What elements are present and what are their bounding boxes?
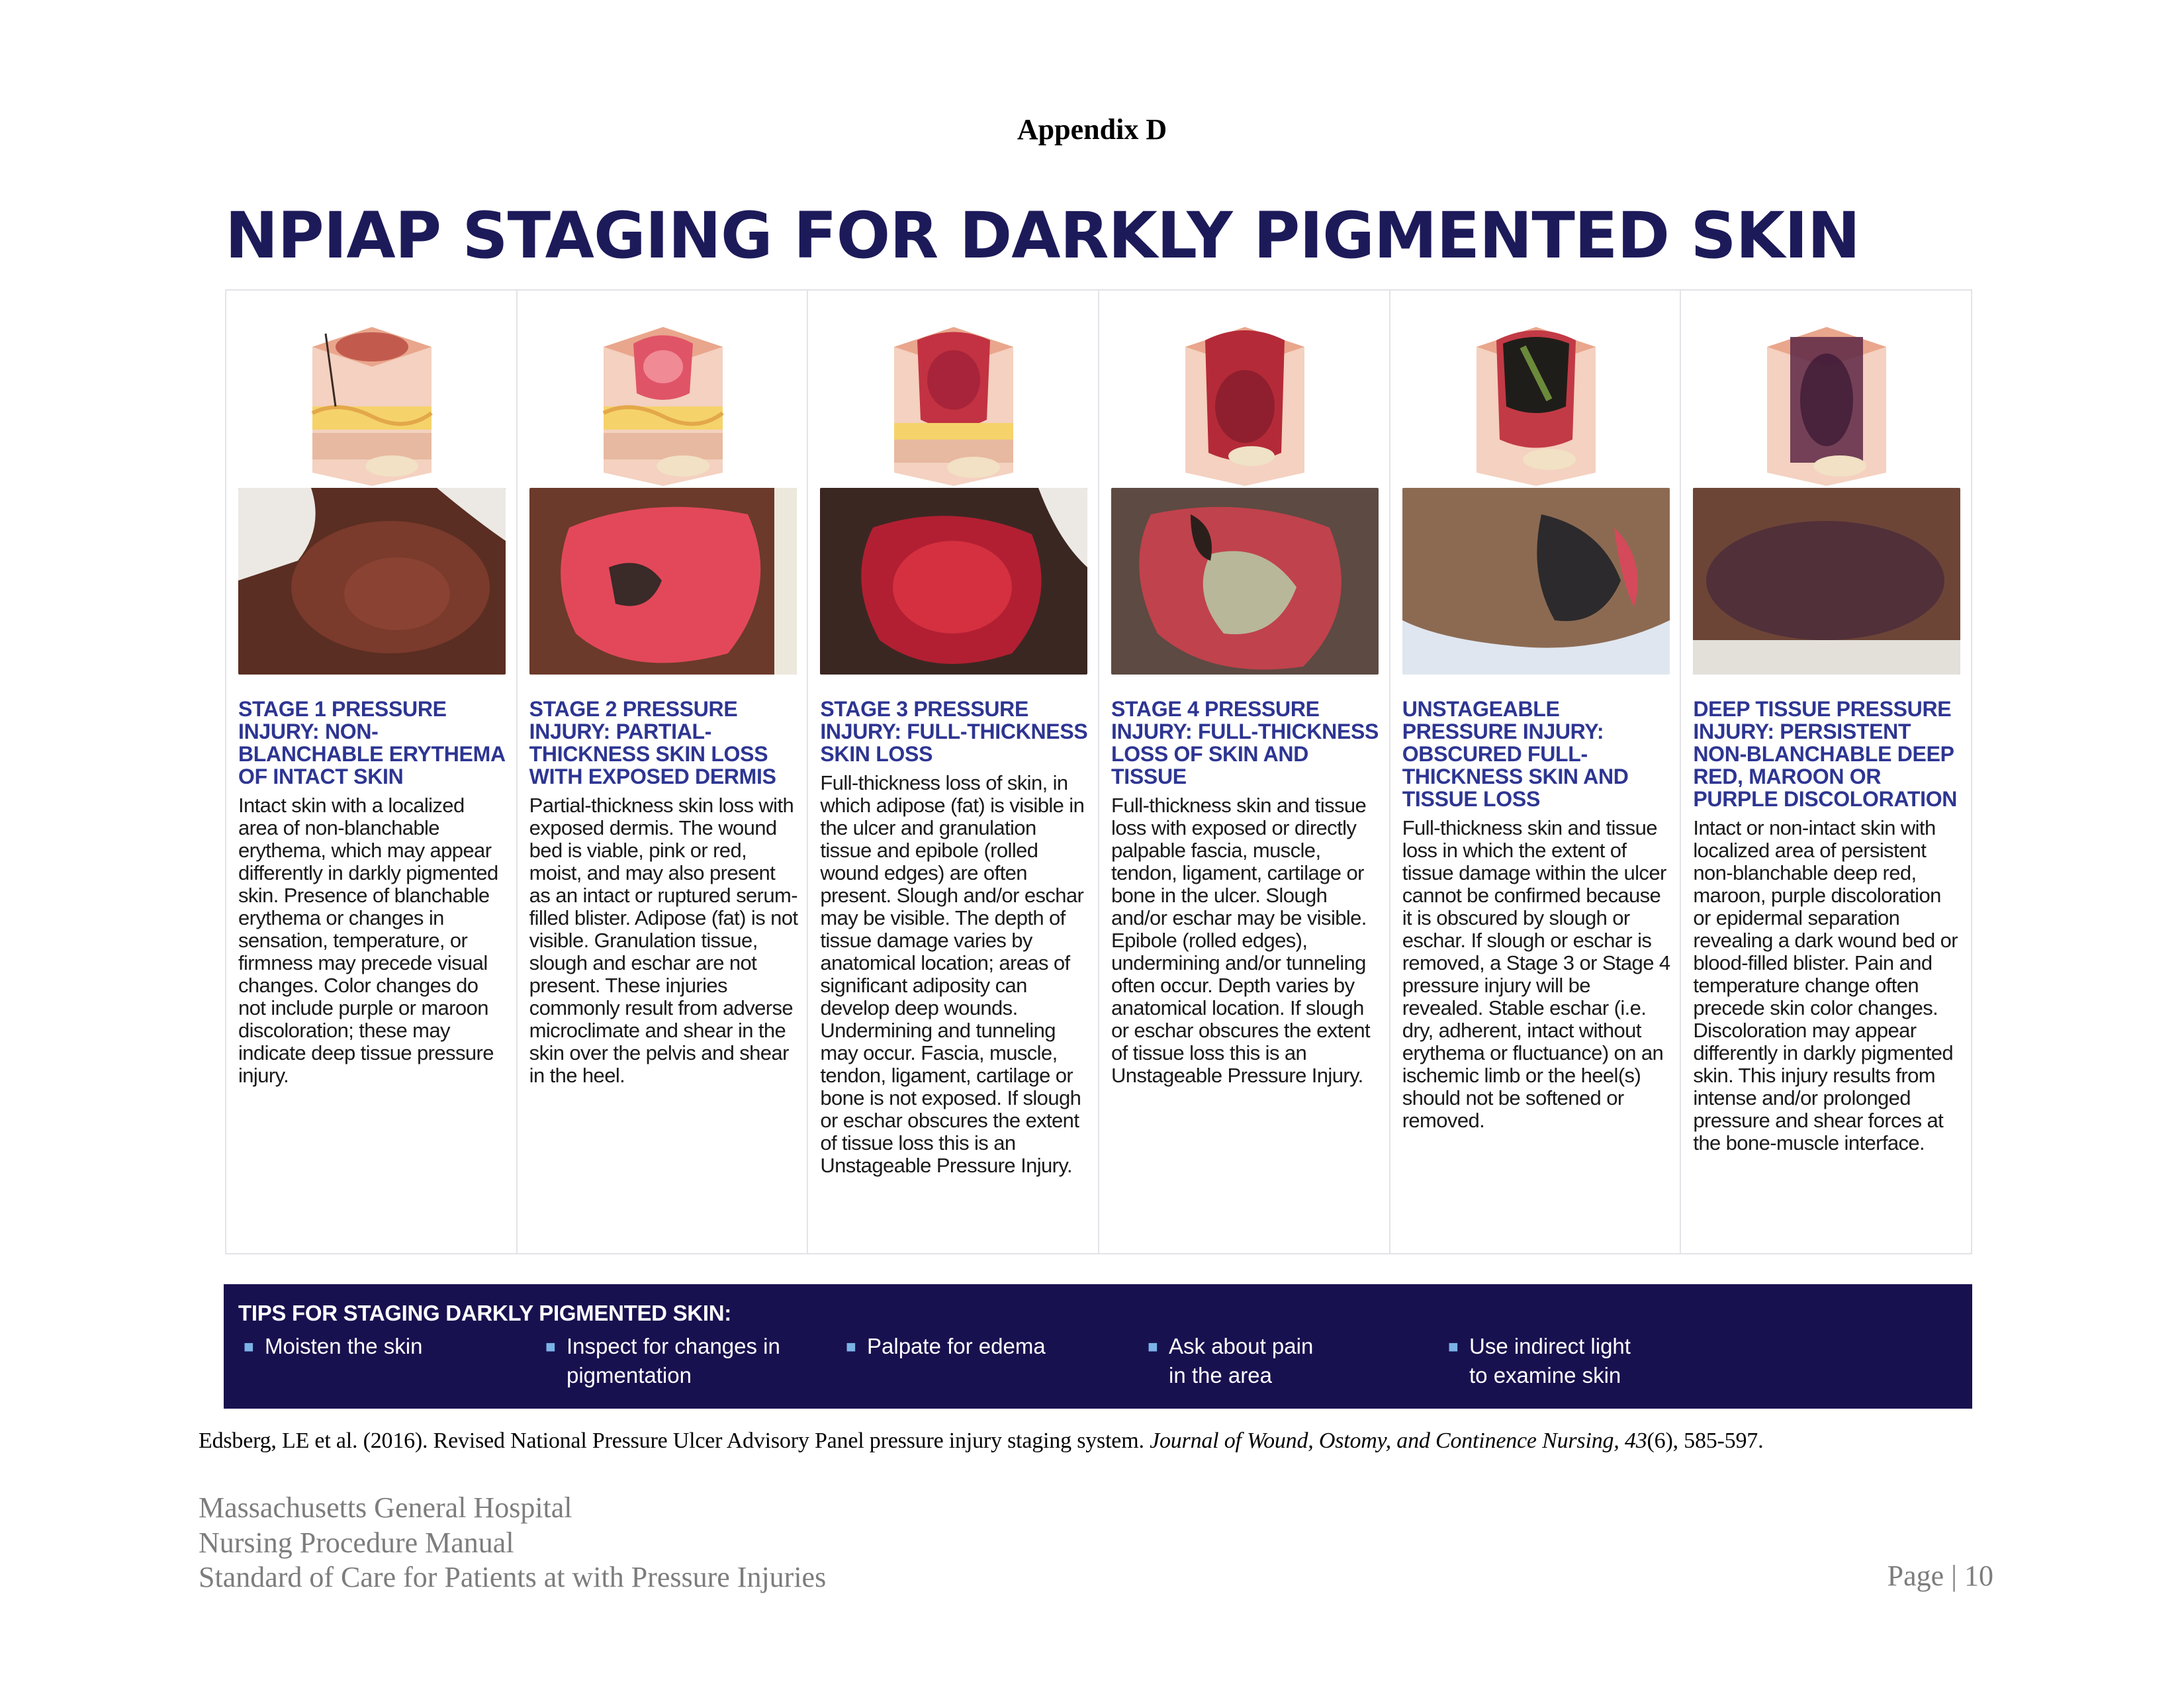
stage-column-6 <box>1681 291 1971 1253</box>
appendix-heading: Appendix D <box>1017 113 1167 146</box>
deep-tissue-illustration <box>1741 307 1913 486</box>
stage-column-1 <box>226 291 518 1253</box>
poster-title: NPIAP STAGING FOR DARKLY PIGMENTED SKIN <box>225 199 1860 273</box>
tip-line-1: Palpate for edema <box>867 1334 1046 1358</box>
citation-text: Edsberg, LE et al. (2016). Revised National Pressure Ulcer Advisory Panel pressure injury staging system. <box>199 1429 1150 1453</box>
stage-3-description: Full-thickness loss of skin, in which adipose (fat) is visible in the ulcer and granulation tissue and epibole (rolled wound edges) are often present. Slough and/or eschar may be visible. The depth of tissue damage varies by anatomical location; areas of significant adiposity can develop deep wounds. Undermining and tunneling may occur. Fascia, muscle, tendon, ligament, cartilage or bone is not exposed. If slough or eschar obscures the extent of tissue loss this is an Unstageable Pressure Injury. <box>820 771 1085 1177</box>
tip-line-2: pigmentation <box>567 1363 692 1387</box>
deep-tissue-description: Intact or non-intact skin with localized area of persistent non-blanchable deep red, maroon, purple discoloration or epidermal separation revealing a dark wound bed or blood-filled blister. Pain and temperature change often precede skin color changes. Discoloration may appear differently in darkly pigmented skin. This injury results from intense and/or prolonged pressure and shear forces at the bone-muscle interface. <box>1693 816 1958 1154</box>
tip-item <box>238 1332 536 1361</box>
stage-4-photo <box>1111 488 1379 675</box>
stage-1-illustration <box>286 307 458 486</box>
bullet-icon: ■ <box>1148 1336 1158 1356</box>
stage-column-2 <box>518 291 809 1253</box>
stage-4-illustration <box>1159 307 1331 486</box>
unstageable-title: UNSTAGEABLE PRESSURE INJURY: OBSCURED FULL-THICKNESS SKIN AND TISSUE LOSS <box>1402 697 1629 811</box>
tip-item <box>1443 1332 1741 1390</box>
stage-column-5 <box>1390 291 1682 1253</box>
stage-4-text <box>1111 698 1381 1087</box>
stage-1-photo <box>238 488 506 675</box>
stage-3-title: STAGE 3 PRESSURE INJURY: FULL-THICKNESS SKIN LOSS <box>820 697 1088 766</box>
tip-item <box>540 1332 838 1390</box>
citation-issue-pages: (6), 585-597. <box>1647 1429 1764 1453</box>
stage-column-3 <box>808 291 1099 1253</box>
stage-3-illustration <box>868 307 1040 486</box>
tip-line-1: Use indirect light <box>1469 1334 1631 1358</box>
stage-1-text <box>238 698 508 1087</box>
tip-line-2: to examine skin <box>1469 1363 1621 1387</box>
bullet-icon: ■ <box>545 1336 556 1356</box>
stage-column-4 <box>1099 291 1390 1253</box>
stage-4-description: Full-thickness skin and tissue loss with exposed or directly palpable fascia, muscle, tendon, ligament, cartilage or bone in the ulcer. Slough and/or eschar may be visible. Epibole (rolled edges), undermining and/or tunneling often occur. Depth varies by anatomical location. If slough or eschar obscures the extent of tissue loss this is an Unstageable Pressure Injury. <box>1111 794 1371 1087</box>
stage-1-description: Intact skin with a localized area of non-blanchable erythema, which may appear differently in darkly pigmented skin. Presence of blanchable erythema or changes in sensation, temperature, or firmness may precede visual changes. Color changes do not include purple or maroon discoloration; these may indicate deep tissue pressure injury. <box>238 794 498 1087</box>
citation <box>199 1429 1763 1454</box>
stage-2-illustration <box>577 307 749 486</box>
deep-tissue-text <box>1693 698 1963 1154</box>
page-number: Page | 10 <box>1887 1560 1993 1592</box>
unstageable-description: Full-thickness skin and tissue loss in which the extent of tissue damage within the ulcer cannot be confirmed because it is obscured by slough or eschar. If slough or eschar is removed, a Stage 3 or Stage 4 pressure injury will be revealed. Stable eschar (i.e. dry, adherent, intact without erythema or fluctuance) on an ischemic limb or the heel(s) should not be softened or removed. <box>1402 816 1670 1132</box>
tip-item <box>1142 1332 1440 1390</box>
bullet-icon: ■ <box>846 1336 856 1356</box>
unstageable-illustration <box>1450 307 1622 486</box>
staging-grid <box>225 289 1972 1254</box>
footer-document-title: Standard of Care for Patients at with Pressure Injuries <box>199 1561 827 1593</box>
unstageable-text <box>1402 698 1672 1132</box>
stage-1-title: STAGE 1 PRESSURE INJURY: NON-BLANCHABLE ERYTHEMA OF INTACT SKIN <box>238 697 505 788</box>
footer-institution: Massachusetts General Hospital <box>199 1491 572 1524</box>
tip-item <box>841 1332 1138 1361</box>
stage-2-description: Partial-thickness skin loss with exposed dermis. The wound bed is viable, pink or red, moist, and may also present as an intact or ruptured serum-filled blister. Adipose (fat) is not visible. Granulation tissue, slough and eschar are not present. These injuries commonly result from adverse microclimate and shear in the skin over the pelvis and shear in the heel. <box>529 794 798 1087</box>
stage-2-title: STAGE 2 PRESSURE INJURY: PARTIAL-THICKNESS SKIN LOSS WITH EXPOSED DERMIS <box>529 697 776 788</box>
unstageable-photo <box>1402 488 1670 675</box>
deep-tissue-photo <box>1693 488 1960 675</box>
stage-2-text <box>529 698 799 1087</box>
bullet-icon: ■ <box>1448 1336 1459 1356</box>
citation-journal: Journal of Wound, Ostomy, and Continence Nursing, 43 <box>1150 1429 1647 1453</box>
tip-line-1: Moisten the skin <box>265 1334 423 1358</box>
stage-2-photo <box>529 488 797 675</box>
stage-3-photo <box>820 488 1087 675</box>
stage-4-title: STAGE 4 PRESSURE INJURY: FULL-THICKNESS LOSS OF SKIN AND TISSUE <box>1111 697 1379 788</box>
tip-line-1: Inspect for changes in <box>567 1334 780 1358</box>
bullet-icon: ■ <box>244 1336 254 1356</box>
tip-line-1: Ask about pain <box>1169 1334 1314 1358</box>
tip-line-2: in the area <box>1169 1363 1272 1387</box>
tips-bar <box>224 1284 1972 1409</box>
tips-heading: TIPS FOR STAGING DARKLY PIGMENTED SKIN: <box>238 1301 731 1325</box>
footer-manual: Nursing Procedure Manual <box>199 1526 514 1559</box>
stage-3-text <box>820 698 1090 1177</box>
deep-tissue-title: DEEP TISSUE PRESSURE INJURY: PERSISTENT NON-BLANCHABLE DEEP RED, MAROON OR PURPLE DISCOLORATION <box>1693 697 1958 811</box>
